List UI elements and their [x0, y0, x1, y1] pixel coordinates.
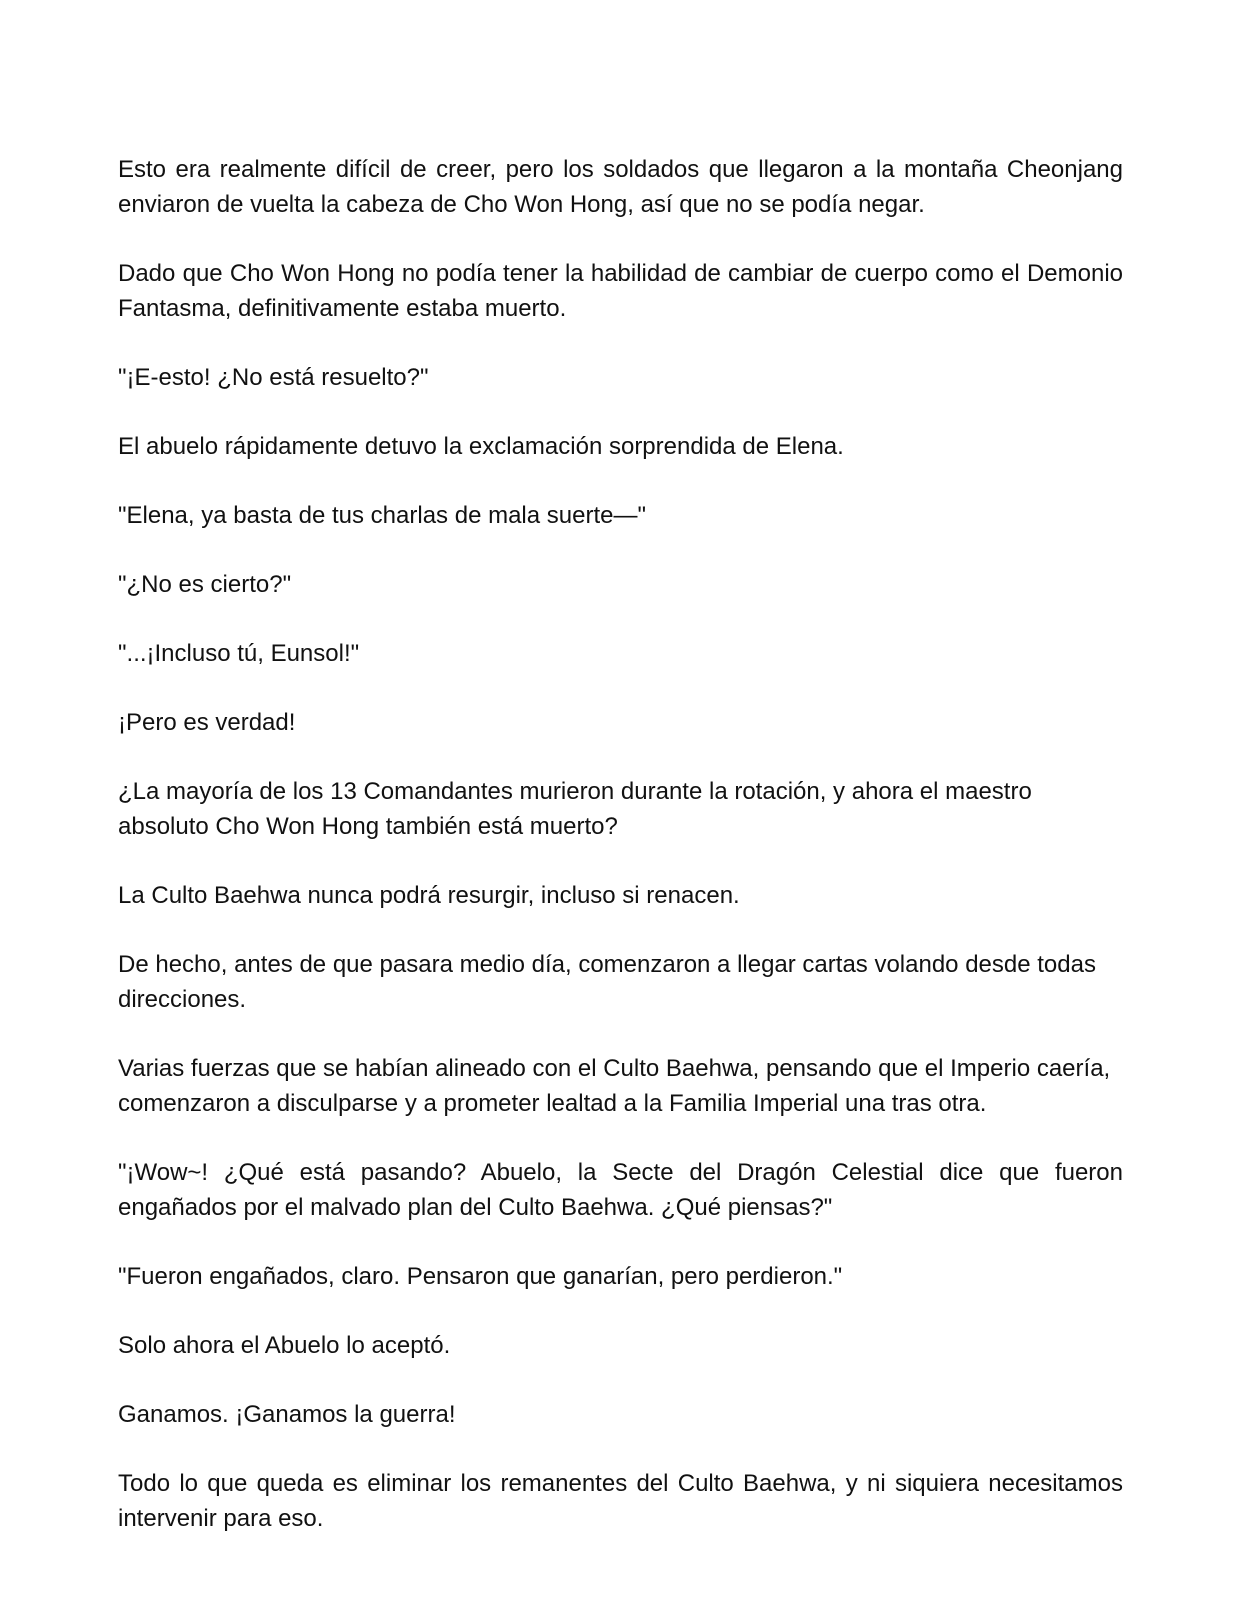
- paragraph: Varias fuerzas que se habían alineado con el Culto Baehwa, pensando que el Imperio caería, comenzaron a disculparse y a prometer lealtad a la Familia Imperial una tras otra.: [118, 1055, 1111, 1117]
- paragraph: "Fueron engañados, claro. Pensaron que ganarían, pero perdieron.": [118, 1263, 843, 1290]
- paragraph: "...¡Incluso tú, Eunsol!": [118, 640, 360, 667]
- paragraph: De hecho, antes de que pasara medio día, comenzaron a llegar cartas volando desde todas direcciones.: [118, 951, 1096, 1013]
- paragraph: ¿La mayoría de los 13 Comandantes murieron durante la rotación, y ahora el maestro absoluto Cho Won Hong también está muerto?: [118, 778, 1032, 840]
- paragraph: "¡Wow~! ¿Qué está pasando? Abuelo, la Secte del Dragón Celestial dice que fueron engañados por el malvado plan del Culto Baehwa. ¿Qué piensas?": [118, 1159, 1123, 1221]
- paragraph: "¿No es cierto?": [118, 571, 292, 598]
- paragraph: Dado que Cho Won Hong no podía tener la habilidad de cambiar de cuerpo como el Demonio Fantasma, definitivamente estaba muerto.: [118, 260, 1123, 322]
- paragraph: Solo ahora el Abuelo lo aceptó.: [118, 1332, 451, 1359]
- document-page: [118, 152, 1123, 1570]
- paragraph: "Elena, ya basta de tus charlas de mala suerte—": [118, 502, 646, 529]
- paragraph: ¡Pero es verdad!: [118, 709, 296, 736]
- paragraph: "¡E-esto! ¿No está resuelto?": [118, 364, 429, 391]
- paragraph: Ganamos. ¡Ganamos la guerra!: [118, 1401, 456, 1428]
- paragraph: Todo lo que queda es eliminar los remanentes del Culto Baehwa, y ni siquiera necesitamos intervenir para eso.: [118, 1470, 1123, 1532]
- paragraph: La Culto Baehwa nunca podrá resurgir, incluso si renacen.: [118, 882, 740, 909]
- paragraph: Esto era realmente difícil de creer, pero los soldados que llegaron a la montaña Cheonjang enviaron de vuelta la cabeza de Cho Won Hong, así que no se podía negar.: [118, 156, 1123, 218]
- paragraph: El abuelo rápidamente detuvo la exclamación sorprendida de Elena.: [118, 433, 844, 460]
